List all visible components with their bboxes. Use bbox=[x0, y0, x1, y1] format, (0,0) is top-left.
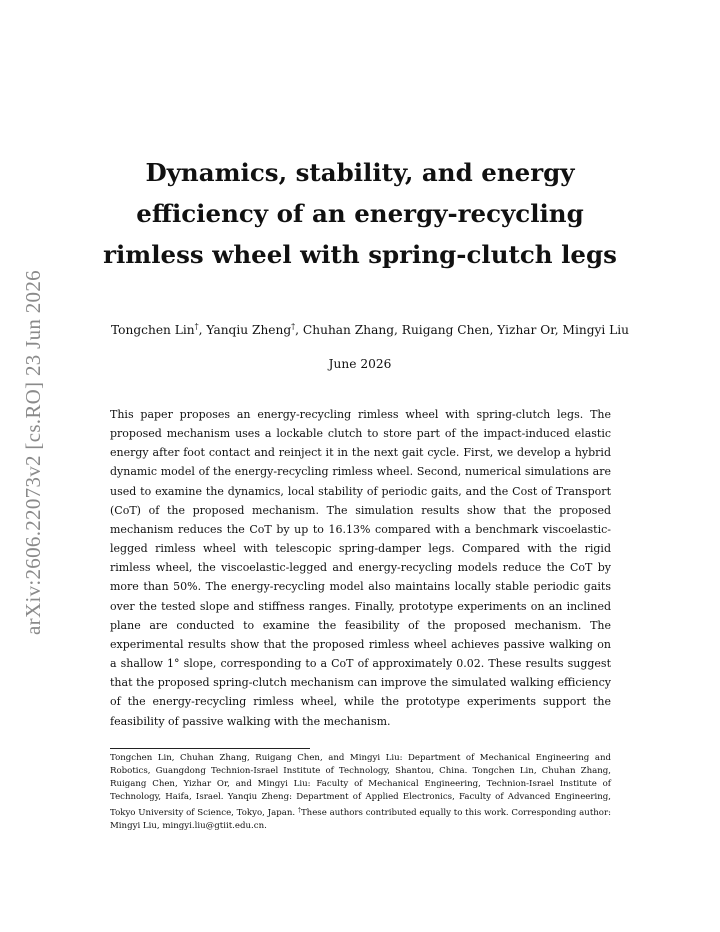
footnote-affiliations: Tongchen Lin, Chuhan Zhang, Ruigang Chen, and Mingyi Liu: Department of Mechanical Engineering and Robotics, Guangdong Technion-Israel Institute of Technology, Shantou, China. Tongchen Lin, Chuhan Zhang, Ruigang Chen, Yizhar Or, and Mingyi Liu: Faculty of Mechanical Engineering, Technion-Israel Institute of Technology, Haifa, Israel. Yanqiu Zheng: Department of Applied Electronics, Faculty of Advanced Engineering, Tokyo University of Science, Tokyo, Japan. bbox=[110, 753, 611, 818]
author-equal-contribution-mark: † bbox=[194, 322, 199, 331]
author-name: Tongchen Lin bbox=[110, 323, 195, 337]
author-name: Mingyi Liu bbox=[562, 323, 630, 337]
author-entry bbox=[497, 323, 554, 337]
author-entry bbox=[206, 323, 295, 337]
author-equal-contribution-mark: † bbox=[291, 322, 296, 331]
author-name: Yanqiu Zheng bbox=[206, 323, 292, 337]
publication-date: June 2026 bbox=[328, 357, 392, 371]
author-entry bbox=[563, 323, 630, 337]
paper-title: Dynamics, stability, and energy efficiency of an energy-recycling rimless wheel with spring-clutch legs bbox=[103, 158, 617, 269]
author-entry bbox=[402, 323, 490, 337]
footnote-contribution-note: These authors contributed equally to this work. Corresponding author: Mingyi Liu, mingyi.liu@gtiit.edu.cn. bbox=[110, 808, 611, 831]
arxiv-identifier-stamp bbox=[20, 262, 46, 642]
abstract-text: This paper proposes an energy-recycling rimless wheel with spring-clutch legs. The proposed mechanism uses a lockable clutch to store part of the impact-induced elastic energy after foot contact and reinject it in the next gait cycle. First, we develop a hybrid dynamic model of the energy-recycling rimless wheel. Second, numerical simulations are used to examine the dynamics, local stability of periodic gaits, and the Cost of Transport (CoT) of the proposed mechanism. The simulation results show that the proposed mechanism reduces the CoT by up to 16.13% compared with a benchmark viscoelastic-legged rimless wheel with telescopic spring-damper legs. Compared with the rigid rimless wheel, the viscoelastic-legged and energy-recycling models reduce the CoT by more than 50%. The energy-recycling model also maintains locally stable periodic gaits over the tested slope and stiffness ranges. Finally, prototype experiments on an inclined plane are conducted to examine the feasibility of the proposed mechanism. The experimental results show that the proposed rimless wheel achieves passive walking on a shallow 1° slope, corresponding to a CoT of approximately 0.02. These results suggest that the proposed spring-clutch mechanism can improve the simulated walking efficiency of the energy-recycling rimless wheel, while the prototype experiments support the feasibility of passive walking with the mechanism. bbox=[110, 408, 611, 728]
author-name: Chuhan Zhang bbox=[302, 323, 395, 337]
footnote-divider bbox=[110, 748, 310, 749]
author-list: Tongchen Lin†, Yanqiu Zheng†, Chuhan Zhang, Ruigang Chen, Yizhar Or, Mingyi Liu bbox=[110, 322, 630, 337]
author-entry bbox=[303, 323, 394, 337]
author-name: Yizhar Or bbox=[497, 323, 555, 337]
arxiv-identifier-text: arXiv:2606.22073v2 [cs.RO] 23 Jun 2026 bbox=[20, 269, 45, 635]
author-entry bbox=[111, 323, 199, 337]
author-name: Ruigang Chen bbox=[401, 323, 490, 337]
equal-contribution-mark: † bbox=[297, 807, 301, 814]
affiliation-footnote bbox=[110, 752, 611, 833]
